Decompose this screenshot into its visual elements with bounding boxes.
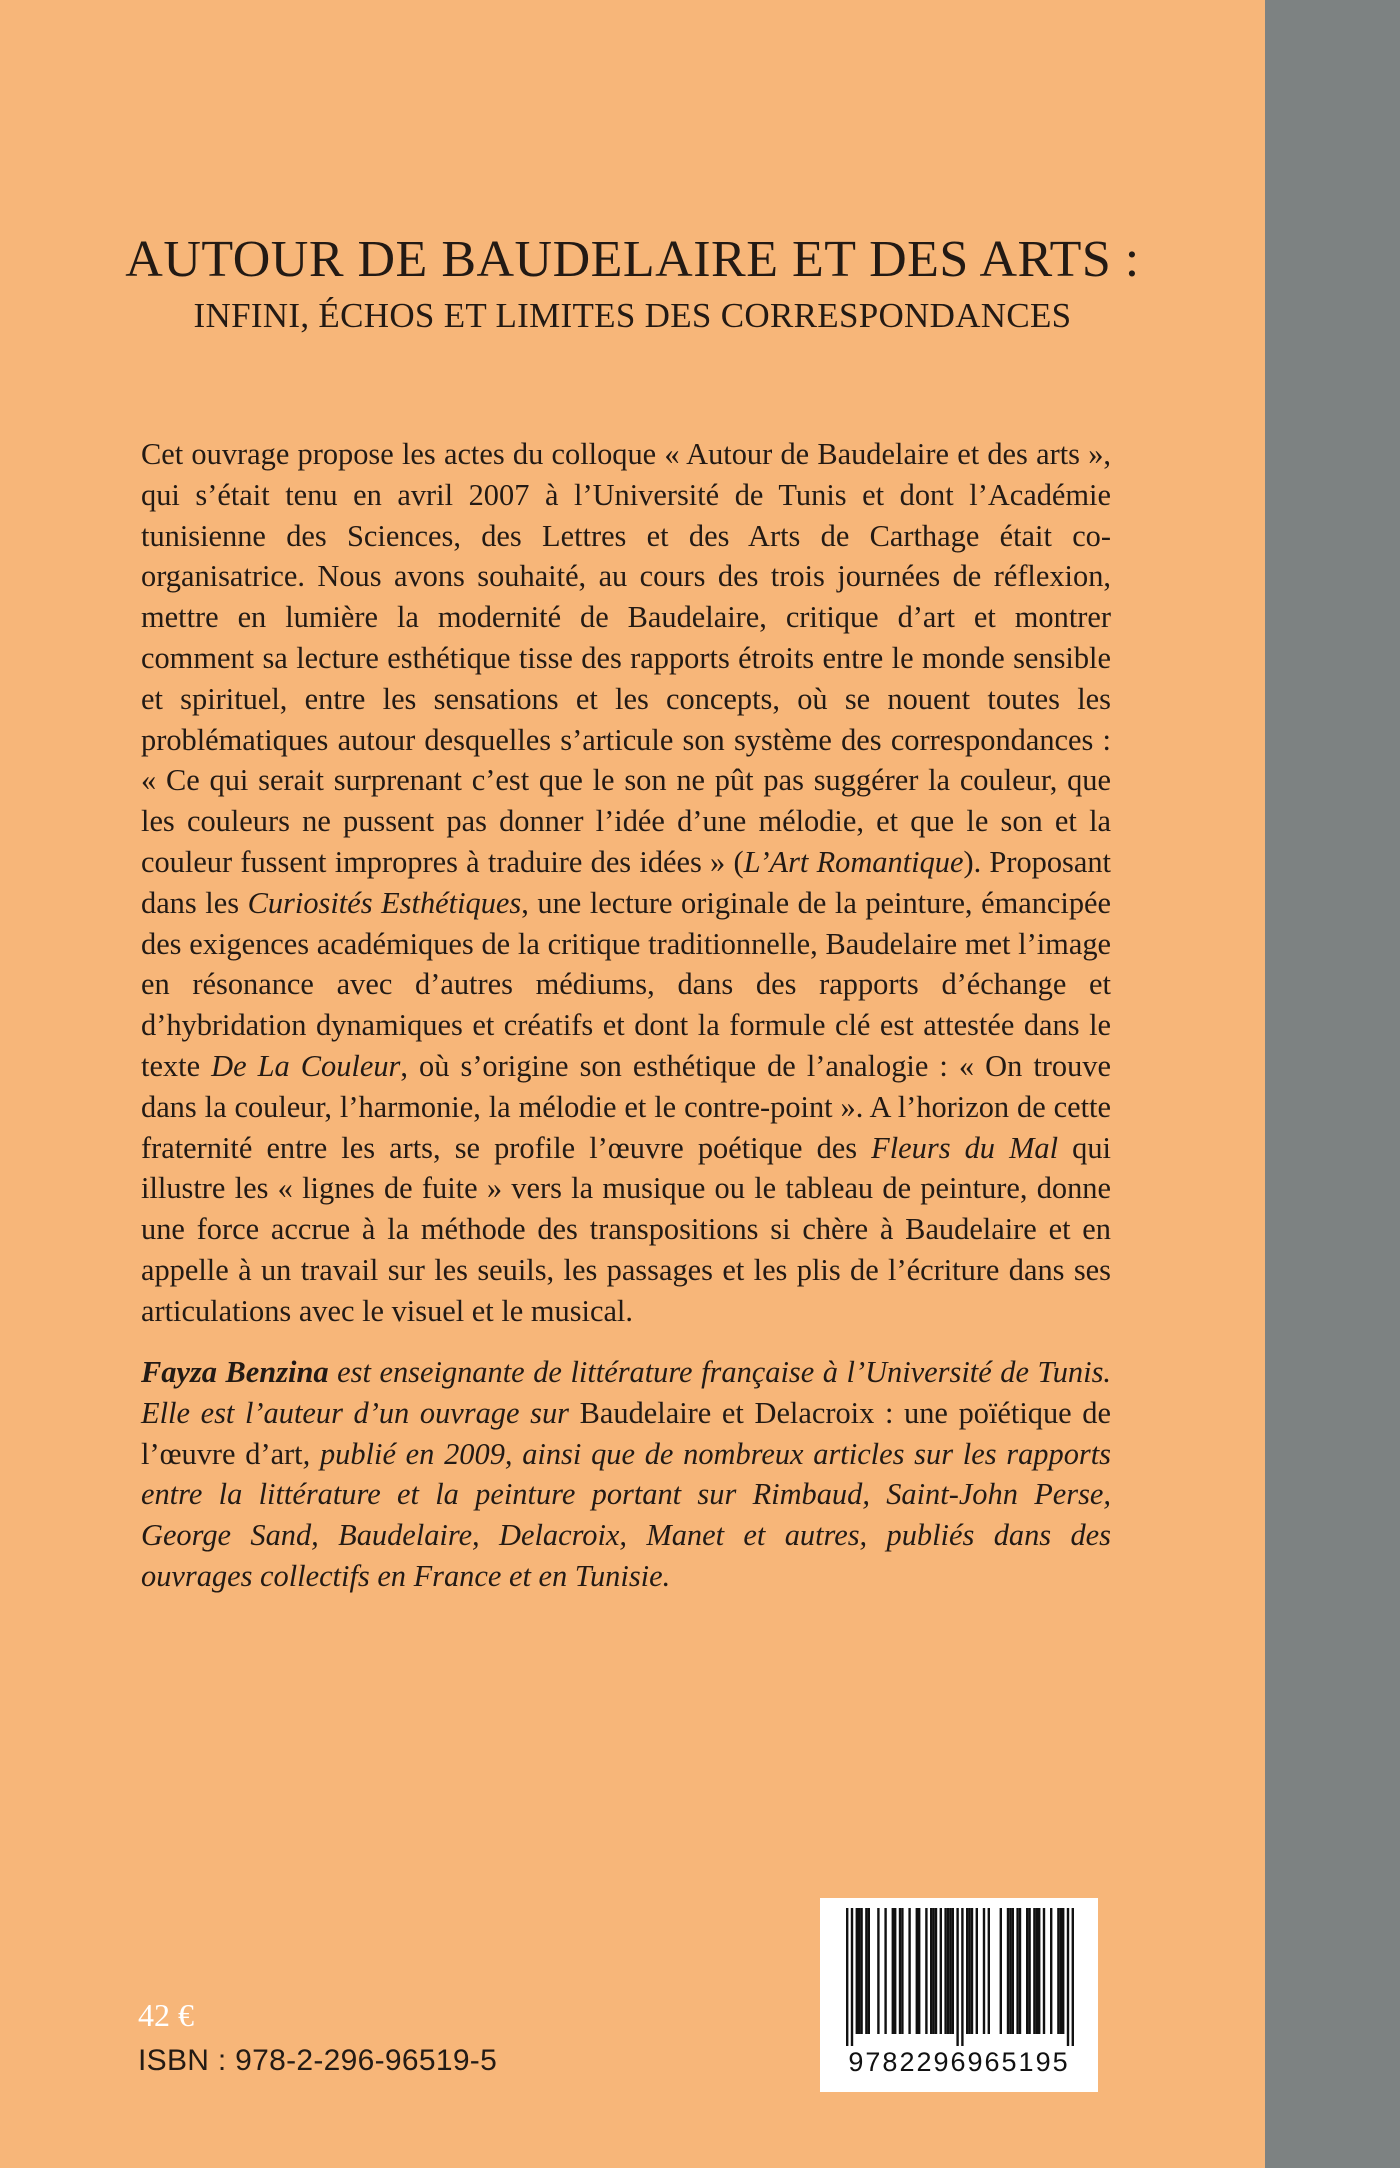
- barcode-bar: [971, 1908, 973, 2034]
- barcode-bar: [952, 1908, 954, 2034]
- barcode-bar: [1000, 1908, 1002, 2034]
- barcode-bar: [1007, 1908, 1009, 2034]
- barcode-bar: [1050, 1908, 1052, 2034]
- book-subtitle: INFINI, ÉCHOS ET LIMITES DES CORRESPONDANCES: [193, 296, 1072, 335]
- barcode-bar: [949, 1908, 951, 2034]
- barcode-bar: [1012, 1908, 1014, 2034]
- barcode-bar: [1043, 1908, 1045, 2034]
- back-cover-summary: [141, 434, 1111, 1332]
- barcode-bar: [1009, 1908, 1011, 2034]
- summary-text: Cet ouvrage propose les actes du colloque « Autour de Baudelaire et des arts », qui s’était tenu en avril 2007 à l’Université de Tunis et dont l’Académie tunisienne des Sciences, des Lettres et des Arts de Carthage était co-organisatrice. Nous avons souhaité, au cours des trois journées de réflexion, mettre en lumière la modernité de Baudelaire, critique d’art et montrer comment sa lecture esthétique tisse des rapports étroits entre le monde sensible et spirituel, entre les sensations et les concepts, où se nouent toutes les problématiques autour desquelles s’articule son système des correspondances : « Ce qui serait surprenant c’est que le son ne pût pas suggérer la couleur, que les couleurs ne pussent pas donner l’idée d’une mélodie, et que le son et la couleur fussent impropres à traduire des idées » (: [141, 437, 1111, 879]
- barcode-bar: [1072, 1908, 1074, 2046]
- barcode-bar: [1019, 1908, 1021, 2034]
- barcode-bar: [856, 1908, 858, 2034]
- barcode-bar: [851, 1908, 853, 2046]
- barcode-icon: [820, 1898, 1098, 2048]
- barcode-bar: [1038, 1908, 1040, 2034]
- barcode-bar: [894, 1908, 896, 2034]
- barcode-bar: [868, 1908, 870, 2034]
- barcode-bar: [918, 1908, 920, 2034]
- barcode-bar: [877, 1908, 879, 2034]
- barcode-bar: [1033, 1908, 1035, 2034]
- barcode-bar: [846, 1908, 848, 2046]
- barcode-bar: [925, 1908, 927, 2034]
- barcode-bar: [1028, 1908, 1030, 2034]
- bio-book-title: Baudelaire et Delacroix : une poïétique de l’œuvre d’art: [141, 1395, 1111, 1471]
- summary-italic-title: Curiosités Esthétiques: [247, 885, 522, 920]
- barcode-bar: [865, 1908, 867, 2034]
- summary-text: ). Proposant dans les: [141, 844, 1111, 920]
- isbn: ISBN : 978-2-296-96519-5: [138, 2044, 498, 2077]
- barcode-bar: [1026, 1908, 1028, 2034]
- barcode-bar: [983, 1908, 985, 2034]
- barcode-bar: [976, 1908, 978, 2034]
- barcode-bar: [901, 1908, 903, 2034]
- barcode-bar: [940, 1908, 942, 2034]
- barcode-bar: [947, 1908, 949, 2034]
- barcode-bar: [932, 1908, 934, 2034]
- barcode-bar: [884, 1908, 886, 2034]
- summary-text: , où s’origine son esthétique de l’analogie : « On trouve dans la couleur, l’harmonie, la mélodie et le contre-point ». A l’horizon de cette fraternité entre les arts, se profile l’œuvre poétique des: [141, 1048, 1111, 1165]
- author-name: Fayza Benzina: [141, 1355, 329, 1389]
- barcode-bar: [858, 1908, 860, 2034]
- barcode-bar: [944, 1908, 946, 2034]
- summary-text: , une lecture originale de la peinture, émancipée des exigences académiques de la critique traditionnelle, Baudelaire met l’image en résonance avec d’autres médiums, dans des rapports d’échange et d’hybridation dynamiques et créatifs et dont la formule clé est attestée dans le texte: [141, 885, 1112, 1083]
- summary-text: qui illustre les « lignes de fuite » vers la musique ou le tableau de peinture, donne une force accrue à la méthode des transpositions si chère à Baudelaire et en appelle à un travail sur les seuils, les passages et les plis de l’écriture dans ses articulations avec le visuel et le musical.: [141, 1130, 1111, 1328]
- barcode-bar: [935, 1908, 937, 2034]
- barcode-bar: [1036, 1908, 1038, 2034]
- barcode-bar: [930, 1908, 932, 2034]
- barcode-bar: [860, 1908, 862, 2034]
- barcode-bar: [968, 1908, 970, 2034]
- book-spine: [1265, 0, 1400, 2168]
- barcode-bar: [899, 1908, 901, 2034]
- summary-italic-title: De La Couleur: [211, 1048, 401, 1083]
- summary-italic-title: Fleurs du Mal: [871, 1130, 1059, 1165]
- barcode-bar: [1060, 1908, 1062, 2034]
- author-bio: [141, 1352, 1111, 1597]
- barcode: [820, 1898, 1098, 2092]
- barcode-bar: [956, 1908, 958, 2046]
- barcode-number: 9782296965195: [848, 2047, 1070, 2077]
- bio-text: , publié en 2009, ainsi que de nombreux articles sur les rapports entre la littérature et la peinture portant sur Rimbaud, Saint-John Perse, George Sand, Baudelaire, Delacroix, Manet et autres, publiés dans des ouvrages collectifs en France et en Tunisie.: [141, 1436, 1111, 1593]
- price: 42 €: [138, 1997, 194, 2033]
- barcode-bar: [892, 1908, 894, 2034]
- bio-text: est enseignante de littérature française à l’Université de Tunis. Elle est l’auteur d’un ouvrage sur: [141, 1355, 1111, 1430]
- barcode-bar: [908, 1908, 910, 2034]
- barcode-bar: [961, 1908, 963, 2046]
- barcode-bar: [1062, 1908, 1064, 2034]
- barcode-bar: [1057, 1908, 1059, 2034]
- book-title: AUTOUR DE BAUDELAIRE ET DES ARTS :: [125, 231, 1140, 288]
- barcode-bar: [1067, 1908, 1069, 2046]
- summary-italic-title: L’Art Romantique: [743, 844, 964, 879]
- barcode-bar: [988, 1908, 990, 2034]
- barcode-bar: [1016, 1908, 1018, 2034]
- barcode-bar: [966, 1908, 968, 2034]
- barcode-bar: [916, 1908, 918, 2034]
